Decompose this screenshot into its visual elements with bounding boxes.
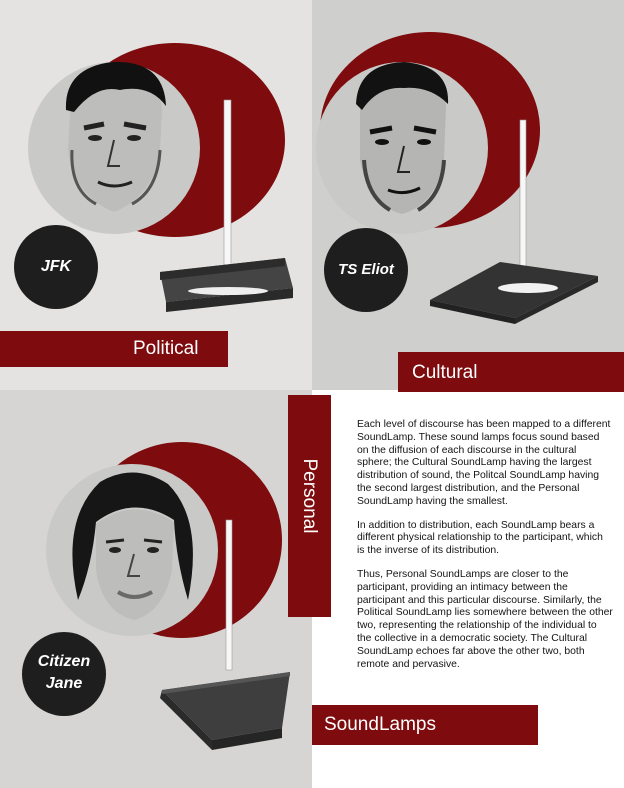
jfk-soundlamp [160, 258, 293, 312]
personal-label: Personal [299, 458, 320, 534]
soundlamps-label: SoundLamps [324, 714, 436, 735]
description-text [357, 419, 613, 682]
description-paragraph: Each level of discourse has been mapped to a different SoundLamp. These sound lamps focus sound based on the diffusion of each discourse in the cultural sphere; the Cultural SoundLamp having the largest distribution of sound, the Politcal SoundLamp having the second largest distribution, and the Personal SoundLamp having the smallest. [357, 419, 611, 507]
description-paragraph: Thus, Personal SoundLamps are closer to the participant, providing an intimacy between the participant and this particular discourse. Similarly, the Political SoundLamp lies somewhere between the other two, representing the relationship of the individual to the collective in a democratic society. The Cultural SoundLamp echoes far above the other two, both remote and pervasive. [357, 568, 613, 670]
jfk-lamp-pole [224, 100, 231, 265]
jfk-name: JFK [40, 258, 72, 275]
jane-soundlamp [160, 672, 290, 750]
cultural-label: Cultural [412, 362, 478, 383]
political-label: Political [133, 338, 199, 359]
eliot-lamp-pole [520, 120, 526, 270]
personal-panel [288, 395, 331, 617]
jane-name-line2: Jane [45, 675, 83, 692]
cultural-panel [398, 352, 624, 392]
soundlamps-panel [312, 705, 538, 745]
eliot-soundlamp [430, 262, 598, 324]
jane-lamp-pole [226, 520, 232, 670]
jane-name-line1: Citizen [37, 653, 91, 670]
political-panel [0, 331, 228, 367]
eliot-name: TS Eliot [338, 261, 394, 278]
description-paragraph: In addition to distribution, each SoundLamp bears a different physical relationship to the participant, which is the inverse of its distribution. [357, 519, 603, 557]
eliot-portrait [356, 62, 448, 214]
